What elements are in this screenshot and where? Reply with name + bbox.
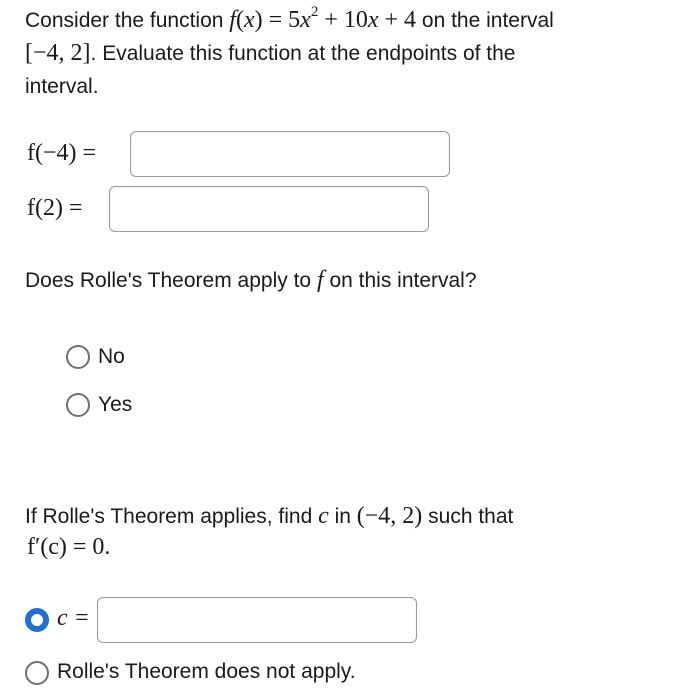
radio-not-apply[interactable]	[25, 661, 49, 685]
intro-line-3: interval.	[25, 75, 99, 98]
radio-no[interactable]	[66, 345, 90, 369]
option-no-label: No	[98, 345, 125, 368]
intro-line-1: Consider the function $f(x) = 5x^2 + 10x + 4$ on the interval	[25, 4, 554, 33]
option-not-apply-label: Rolle's Theorem does not apply.	[57, 660, 356, 683]
c-equals-label: c =	[57, 605, 90, 631]
f-neg4-input[interactable]	[130, 131, 450, 177]
radio-c-value[interactable]	[25, 608, 49, 632]
intro-line-2: [−4, 2]. Evaluate this function at the endpoints of the	[25, 40, 516, 66]
f-neg4-label: f(−4) =	[27, 140, 97, 166]
f-2-label: f(2) =	[27, 195, 83, 221]
find-c-prompt: If Rolle's Theorem applies, find c in (−4, 2) such that	[25, 503, 514, 529]
c-value-input[interactable]	[97, 597, 417, 643]
derivative-condition: f′(c) = 0.	[27, 534, 111, 560]
rolle-question: Does Rolle's Theorem apply to f on this interval?	[25, 267, 477, 293]
function-definition: $f(x) = 5x^2 + 10x + 4$	[229, 4, 417, 33]
radio-yes[interactable]	[66, 393, 90, 417]
f-2-input[interactable]	[109, 186, 429, 232]
option-yes-label: Yes	[98, 393, 133, 416]
interval-notation: [−4, 2]	[25, 40, 91, 66]
